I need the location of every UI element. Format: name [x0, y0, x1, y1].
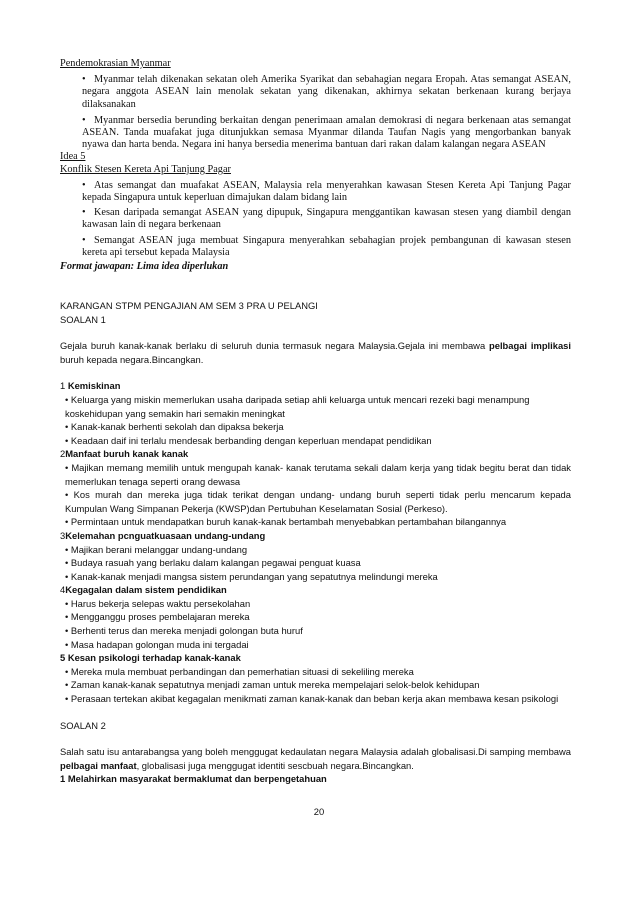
bullet-dot: •	[82, 74, 86, 86]
section-manfaat	[60, 447, 571, 529]
soalan1-emphasis: pelbagai	[489, 340, 528, 352]
section-number: 2	[60, 448, 66, 460]
section-number: 4	[60, 584, 66, 596]
soalan2-question-text: Salah satu isu antarabangsa yang boleh menggugat kedaulatan negara Malaysia adalah globalisasi.Di samping membawa	[60, 746, 571, 758]
section-title: Kemiskinan	[67, 380, 121, 392]
myanmar-bullet-text: Myanmar telah dikenakan sekatan oleh Amerika Syarikat dan sebahagian negara Eropah. Atas semangat ASEAN, negara anggota ASEAN lain menolak sekatan yang dikenakan, akhirnya sekatan berkenaan kurang berjaya dilaksanakan	[82, 74, 571, 110]
soalan2-emphasis: pelbagai manfaat	[60, 759, 137, 771]
list-item: • Majikan berani melanggar undang-undang	[65, 543, 248, 555]
bullet-dot: •	[82, 114, 86, 126]
soalan2-point: 1 Melahirkan masyarakat bermaklumat dan berpengetahuan	[60, 773, 327, 785]
myanmar-bullet	[82, 74, 571, 111]
list-item: • Majikan memang memilih untuk mengupah kanak- kanak terutama sekali dalam kerja yang tidak begitu berat dan tidak memerlukan tenaga seperti orang dewasa	[65, 461, 571, 487]
section-heading	[60, 379, 571, 393]
bullet-dot: •	[82, 207, 86, 219]
heading-myanmar: Pendemokrasian Myanmar	[60, 58, 171, 69]
section-heading	[60, 447, 571, 461]
konflik-bullet	[82, 207, 571, 231]
section-heading	[60, 529, 571, 543]
soalan1-question-text: buruh kepada negara.Bincangkan.	[60, 353, 204, 365]
soalan1-emphasis: implikasi	[530, 340, 571, 352]
section-kemiskinan	[60, 379, 571, 447]
list-item: • Budaya rasuah yang berlaku dalam kalangan pegawai penguat kuasa	[65, 557, 361, 569]
list-item: • Mereka mula membuat perbandingan dan pemerhatian situasi di sekeliling mereka	[65, 665, 414, 677]
konflik-bullet-text: Kesan daripada semangat ASEAN yang dipupuk, Singapura menggantikan kawasan stesen yang diambil dengan kawasan lain di negara berkenaan	[82, 207, 571, 231]
list-item: • Keluarga yang miskin memerlukan usaha daripada setiap ahli keluarga untuk mencari rezeki bagi menampung koskehidupan yang semakin hari semakin meningkat	[65, 393, 530, 419]
list-item: • Keadaan daif ini terlalu mendesak berbanding dengan keperluan mendapat pendidikan	[65, 434, 432, 446]
myanmar-section	[60, 58, 571, 273]
section-heading	[60, 583, 571, 597]
list-item: • Zaman kanak-kanak sepatutnya menjadi zaman untuk mereka mempelajari selok-belok kehidupan	[65, 679, 480, 691]
list-item: • Perasaan tertekan akibat kegagalan menikmati zaman kanak-kanak dan beban kerja akan membawa kesan psikologi	[65, 693, 559, 705]
soalan2-label: SOALAN 2	[60, 719, 106, 731]
konflik-bullet-text: Atas semangat dan muafakat ASEAN, Malaysia rela menyerahkan kawasan Stesen Kereta Api Tanjung Pagar kepada Singapura untuk keperluan dimajukan dalam bidang lain	[82, 179, 571, 204]
section-kelemahan	[60, 529, 571, 583]
list-item: • Permintaan untuk mendapatkan buruh kanak-kanak bertambah menyebabkan pertambahan bilangannya	[65, 516, 507, 528]
karangan-title: KARANGAN STPM PENGAJIAN AM SEM 3 PRA U PELANGI	[60, 300, 318, 311]
section-title: Manfaat buruh kanak kanak	[65, 448, 189, 460]
format-note: Format jawapan: Lima idea diperlukan	[60, 261, 229, 273]
section-heading	[60, 651, 571, 665]
page-number: 20	[313, 806, 325, 817]
bullet-dot: •	[82, 234, 86, 246]
section-number: 3	[60, 529, 66, 541]
section-kegagalan	[60, 583, 571, 651]
section-title: Kegagalan dalam sistem pendidikan	[65, 584, 227, 596]
section-title: Kelemahan pcnguatkuasaan undang-undang	[65, 529, 266, 541]
soalan2-question-text: , globalisasi juga menggugat identiti sescbuah negara.Bincangkan.	[136, 759, 414, 771]
heading-konflik: Konflik Stesen Kereta Api Tanjung Pagar	[60, 163, 231, 175]
karangan-section	[60, 299, 571, 786]
soalan1-question	[60, 339, 571, 366]
konflik-bullet	[82, 180, 571, 204]
list-item: • Masa hadapan golongan muda ini tergadai	[65, 638, 249, 650]
idea-label: Idea 5	[60, 151, 86, 163]
myanmar-bullet	[82, 115, 571, 152]
list-item: • Kos murah dan mereka juga tidak terikat dengan undang- undang buruh seperti tidak perlu mencarum kepada Kumpulan Wang Simpanan Pekerja (KWSP)dan Pertubuhan Keselamatan Sosial (Perkeso).	[65, 489, 571, 514]
konflik-bullet-text: Semangat ASEAN juga membuat Singapura menyerahkan sebahagian projek pembangunan di kawasan stesen kereta api tersebut kepada Malaysia	[82, 234, 571, 258]
section-title: Kesan psikologi terhadap kanak-kanak	[67, 652, 241, 664]
soalan2-question	[60, 745, 571, 772]
soalan1-question-text: Gejala buruh kanak-kanak berlaku di seluruh dunia termasuk negara Malaysia.Gejala ini membawa	[60, 340, 489, 352]
konflik-bullet	[82, 235, 571, 259]
list-item: • Mengganggu proses pembelajaran mereka	[65, 611, 250, 623]
list-item: • Kanak-kanak menjadi mangsa sistem perundangan yang sepatutnya melindungi mereka	[65, 570, 438, 582]
list-item: • Berhenti terus dan mereka menjadi golongan buta huruf	[65, 625, 303, 637]
section-psikologi	[60, 651, 571, 705]
section-number: 1	[60, 380, 68, 392]
bullet-dot: •	[82, 179, 86, 191]
myanmar-bullet-text: Myanmar bersedia berunding berkaitan dengan penerimaan amalan demokrasi di negara berkenaan atas semangat ASEAN. Tanda muafakat juga ditunjukkan semasa Myanmar dilanda Taufan Nagis yang mengorbankan banyak nyawa dan harta benda. Negara ini hanya bersedia menerima bantuan dari rakan dalam kalangan negara ASEAN	[82, 114, 571, 151]
section-number: 5	[60, 652, 68, 664]
list-item: • Kanak-kanak berhenti sekolah dan dipaksa bekerja	[65, 421, 284, 433]
list-item: • Harus bekerja selepas waktu persekolahan	[65, 597, 251, 609]
soalan1-label: SOALAN 1	[60, 313, 106, 325]
